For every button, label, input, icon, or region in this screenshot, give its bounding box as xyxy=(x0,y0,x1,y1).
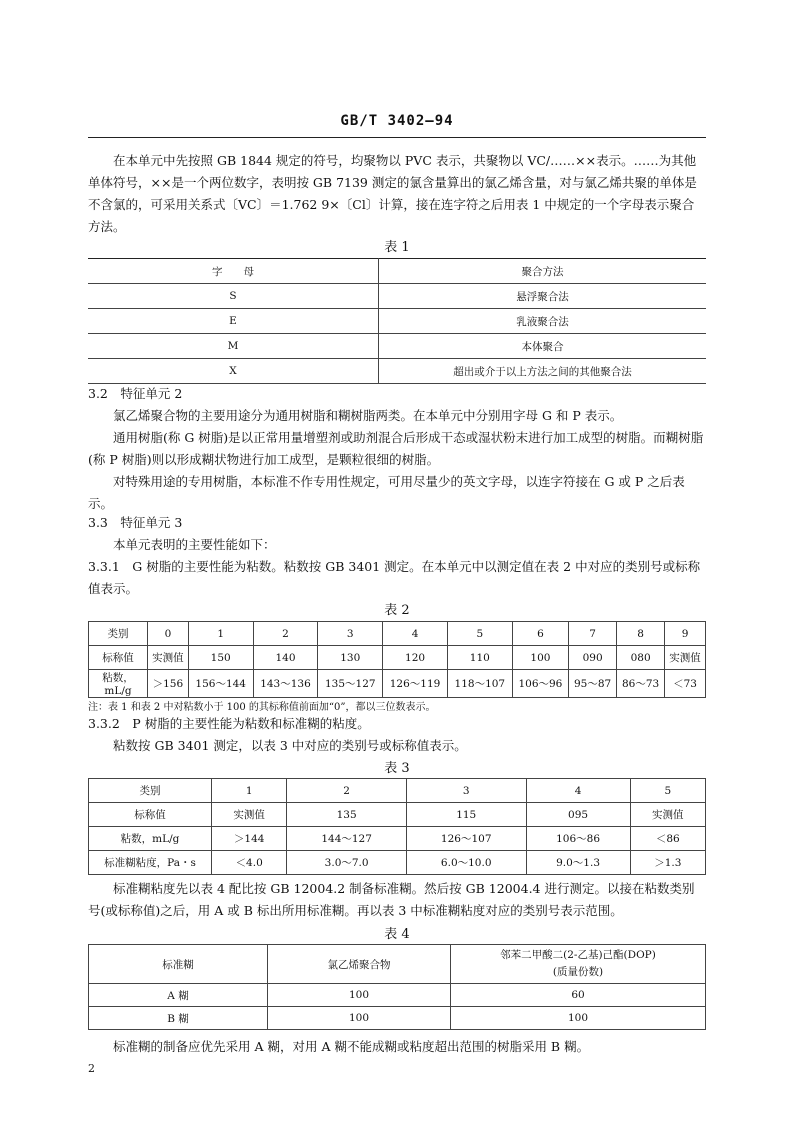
table3-cell: 3 xyxy=(406,779,526,803)
table4-caption: 表 4 xyxy=(384,927,410,942)
table2-cell: 86～73 xyxy=(617,670,665,698)
table-row xyxy=(89,646,706,670)
section-3-3-2-p1: 粘数按 GB 3401 测定，以表 3 中对应的类别号或标称值表示。 xyxy=(113,738,467,753)
table2-cell: 120 xyxy=(383,646,448,670)
table4-cell: 100 xyxy=(268,984,451,1007)
table3-cell: 126～107 xyxy=(406,827,526,851)
table3-row-label: 标准糊粘度，Pa・s xyxy=(89,851,212,875)
table2-cell: 090 xyxy=(569,646,617,670)
table-2 xyxy=(88,621,706,698)
table3-cell: 1 xyxy=(212,779,287,803)
table2-cell: 5 xyxy=(447,622,512,646)
paste-paragraph xyxy=(88,878,706,922)
table3-cell: 9.0～1.3 xyxy=(526,851,630,875)
section-3-3-body xyxy=(88,534,706,556)
table3-row-label: 标称值 xyxy=(89,803,212,827)
table2-cell: 实测值 xyxy=(148,646,189,670)
section-3-3-2-heading: 3.3.2 P 树脂的主要性能为粘数和标准糊的粘度。 xyxy=(88,716,370,731)
table2-cell: 118～107 xyxy=(447,670,512,698)
table-row xyxy=(89,984,706,1007)
page-number: 2 xyxy=(88,1062,95,1075)
table2-cell: 1 xyxy=(188,622,253,646)
final-paragraph xyxy=(88,1036,706,1058)
intro-text: 在本单元中先按照 GB 1844 规定的符号，均聚物以 PVC 表示，共聚物以 VC/……××表示。……为其他单体符号，××是一个两位数字，表明按 GB 7139 测定的氯含量算出的氯乙烯含量，对与氯乙烯共聚的单体是不含氯的，可采用关系式〔VC〕＝1.762 9×〔Cl〕计算，接在连字符之后用表 1 中规定的一个字母表示聚合方法。 xyxy=(88,153,697,234)
table3-row-label: 粘数，mL/g xyxy=(89,827,212,851)
table3-cell: ＜4.0 xyxy=(212,851,287,875)
paste-text: 标准糊粘度先以表 4 配比按 GB 12004.2 制备标准糊。然后按 GB 12004.4 进行测定。以接在粘数类别号(或标称值)之后，用 A 或 B 标出所用标准糊。再以表 3 中标准糊粘度对应的类别号表示范围。 xyxy=(88,881,695,918)
table1-cell: 本体聚合 xyxy=(379,334,707,359)
table2-cell: 150 xyxy=(188,646,253,670)
table4-header-paste: 标准糊 xyxy=(89,945,268,984)
table-row xyxy=(89,945,706,984)
table-row xyxy=(89,779,706,803)
table2-cell: 130 xyxy=(318,646,383,670)
table-row xyxy=(88,359,706,384)
table-row xyxy=(88,309,706,334)
table1-cell: 超出或介于以上方法之间的其他聚合法 xyxy=(379,359,707,384)
table-row xyxy=(88,284,706,309)
table3-cell: 4 xyxy=(526,779,630,803)
table2-cell: 9 xyxy=(665,622,706,646)
table4-header-dop-line2: (质量份数) xyxy=(552,966,604,978)
table4-header-dop-line1: 邻苯二甲酸二(2-乙基)己酯(DOP) xyxy=(500,949,656,961)
table-row xyxy=(88,259,706,284)
table1-cell: M xyxy=(88,334,379,359)
table3-cell: 5 xyxy=(630,779,705,803)
table-1 xyxy=(88,258,706,384)
table2-cell: 100 xyxy=(512,646,568,670)
section-3-2-body xyxy=(88,405,706,515)
table1-caption: 表 1 xyxy=(384,240,410,255)
table2-cell: ＜73 xyxy=(665,670,706,698)
table-4 xyxy=(88,944,706,1030)
table4-cell: A 糊 xyxy=(89,984,268,1007)
table2-cell: 8 xyxy=(617,622,665,646)
table1-cell: 悬浮聚合法 xyxy=(379,284,707,309)
table3-cell: ＞1.3 xyxy=(630,851,705,875)
table3-cell: 135 xyxy=(287,803,407,827)
table-row xyxy=(88,334,706,359)
table4-cell: B 糊 xyxy=(89,1007,268,1030)
table3-cell: 实测值 xyxy=(212,803,287,827)
intro-paragraph xyxy=(88,150,706,238)
section-3-3-1 xyxy=(88,556,706,600)
table3-cell: 144～127 xyxy=(287,827,407,851)
table2-cell: 7 xyxy=(569,622,617,646)
section-3-3-2-body xyxy=(88,735,706,757)
section-3-3-1-text: 3.3.1 G 树脂的主要性能为粘数。粘数按 GB 3401 测定。在本单元中以测定值在表 2 中对应的类别号或标称值表示。 xyxy=(88,559,701,596)
table3-cell: 6.0～10.0 xyxy=(406,851,526,875)
table-row xyxy=(89,622,706,646)
section-3-2-p2: 通用树脂(称 G 树脂)是以正常用量增塑剂或助剂混合后形成干态或湿状粉末进行加工成型的树脂。而糊树脂(称 P 树脂)则以形成糊状物进行加工成型，是颗粒很细的树脂。 xyxy=(88,430,704,467)
table1-header-letter: 字 母 xyxy=(88,259,379,284)
table2-cell: 135～127 xyxy=(318,670,383,698)
table4-header-dop xyxy=(451,945,706,984)
final-text: 标准糊的制备应优先采用 A 糊，对用 A 糊不能成糊或粘度超出范围的树脂采用 B 糊。 xyxy=(113,1039,590,1054)
table4-header-polymer: 氯乙烯聚合物 xyxy=(268,945,451,984)
table4-cell: 100 xyxy=(268,1007,451,1030)
table-row xyxy=(89,851,706,875)
table2-cell: 4 xyxy=(383,622,448,646)
header-rule xyxy=(88,137,706,138)
table3-cell: ＞144 xyxy=(212,827,287,851)
table1-cell: E xyxy=(88,309,379,334)
section-3-2-p3: 对特殊用途的专用树脂，本标准不作专用性规定，可用尽量少的英文字母，以连字符接在 G 或 P 之后表示。 xyxy=(88,474,685,511)
table4-cell: 100 xyxy=(451,1007,706,1030)
table2-cell: 140 xyxy=(253,646,318,670)
table2-cell: 6 xyxy=(512,622,568,646)
table3-cell: 115 xyxy=(406,803,526,827)
table2-cell: ＞156 xyxy=(148,670,189,698)
table3-cell: 106～86 xyxy=(526,827,630,851)
table-row xyxy=(89,827,706,851)
section-3-3-heading: 3.3 特征单元 3 xyxy=(88,515,183,530)
table1-cell: X xyxy=(88,359,379,384)
table2-cell: 95～87 xyxy=(569,670,617,698)
table3-cell: ＜86 xyxy=(630,827,705,851)
table2-cell: 实测值 xyxy=(665,646,706,670)
table3-cell: 095 xyxy=(526,803,630,827)
table3-cell: 2 xyxy=(287,779,407,803)
table-row xyxy=(89,803,706,827)
table2-cell: 3 xyxy=(318,622,383,646)
table1-cell: 乳液聚合法 xyxy=(379,309,707,334)
table4-cell: 60 xyxy=(451,984,706,1007)
table-row xyxy=(89,670,706,698)
table2-cell: 126～119 xyxy=(383,670,448,698)
table1-header-method: 聚合方法 xyxy=(379,259,707,284)
table2-row-label: 粘数，mL/g xyxy=(89,670,148,698)
table-row xyxy=(89,1007,706,1030)
table3-caption: 表 3 xyxy=(384,761,410,776)
table2-cell: 080 xyxy=(617,646,665,670)
page-header: GB/T 3402—94 xyxy=(340,113,454,129)
table1-cell: S xyxy=(88,284,379,309)
section-3-2-p1: 氯乙烯聚合物的主要用途分为通用树脂和糊树脂两类。在本单元中分别用字母 G 和 P 表示。 xyxy=(113,408,623,423)
table2-caption: 表 2 xyxy=(384,603,410,618)
table2-row-label: 标称值 xyxy=(89,646,148,670)
section-3-3-p1: 本单元表明的主要性能如下： xyxy=(113,537,276,552)
table2-cell: 110 xyxy=(447,646,512,670)
section-3-2-heading: 3.2 特征单元 2 xyxy=(88,386,183,401)
table-3 xyxy=(88,778,706,875)
table2-cell: 2 xyxy=(253,622,318,646)
table3-cell: 实测值 xyxy=(630,803,705,827)
table2-row-label: 类别 xyxy=(89,622,148,646)
table2-cell: 156～144 xyxy=(188,670,253,698)
table2-note: 注：表 1 和表 2 中对粘数小于 100 的其标称值前面加“0”，都以三位数表示。 xyxy=(88,702,436,713)
table2-cell: 106～96 xyxy=(512,670,568,698)
table3-row-label: 类别 xyxy=(89,779,212,803)
table2-cell: 143～136 xyxy=(253,670,318,698)
table2-cell: 0 xyxy=(148,622,189,646)
table3-cell: 3.0～7.0 xyxy=(287,851,407,875)
